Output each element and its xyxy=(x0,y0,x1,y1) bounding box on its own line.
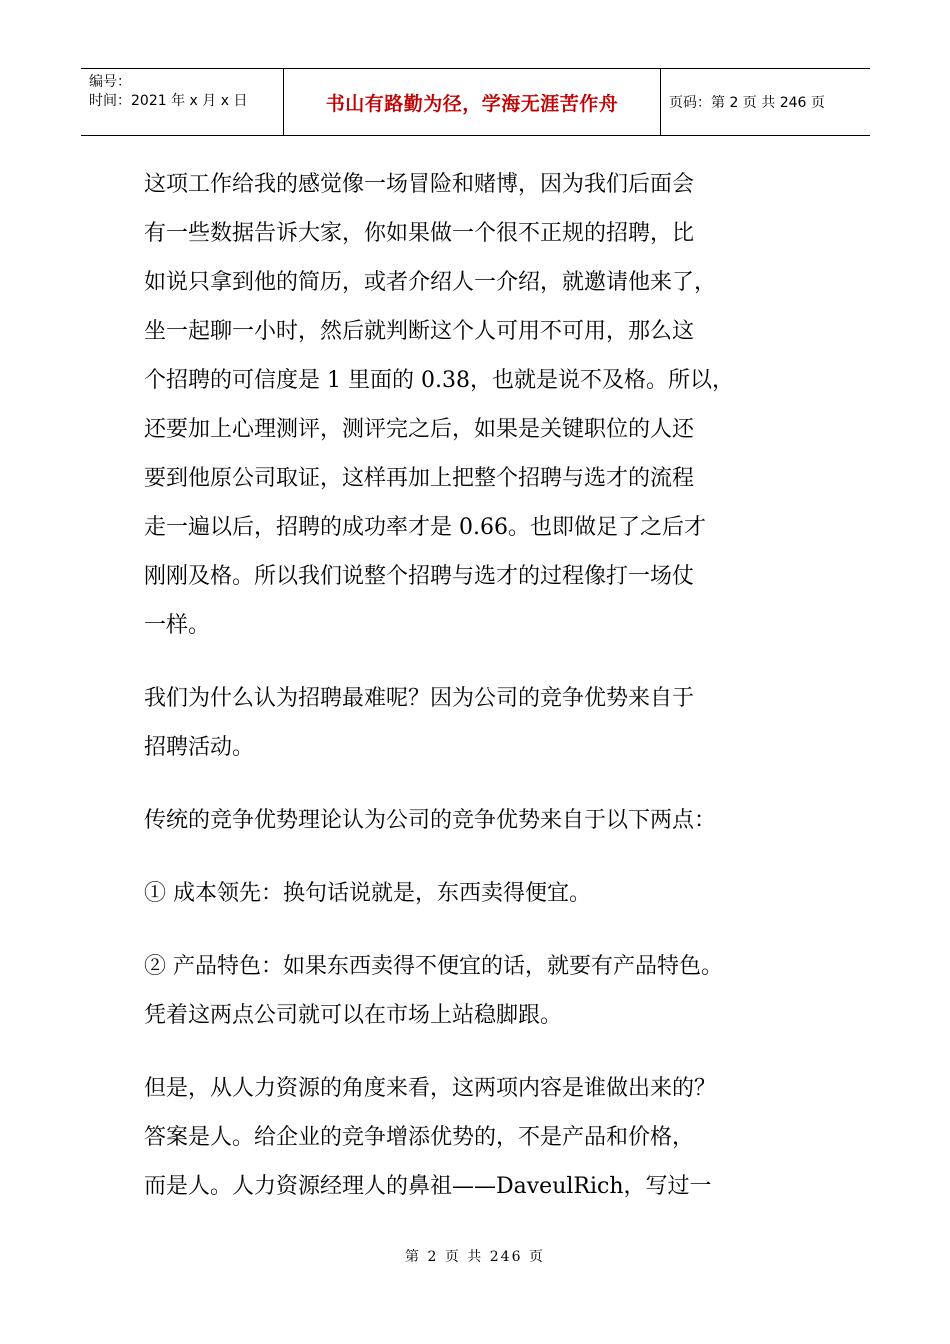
text-line: 而是人。人力资源经理人的鼻祖——DaveulRich，写过一 xyxy=(144,1174,712,1199)
page-number-label: 页码：第 2 页 共 246 页 xyxy=(669,95,825,111)
text-line: ① 成本领先：换句话说就是，东西卖得便宜。 xyxy=(144,881,591,906)
text-line: 刚刚及格。所以我们说整个招聘与选才的过程像打一场仗 xyxy=(144,564,695,589)
header-meta-cell xyxy=(81,69,284,135)
text-line: 但是，从人力资源的角度来看，这两项内容是谁做出来的？ xyxy=(144,1076,717,1101)
serial-number-label: 编号： xyxy=(89,74,131,90)
text-line: 如说只拿到他的简历，或者介绍人一介绍，就邀请他来了， xyxy=(144,270,717,295)
text-line: 这项工作给我的感觉像一场冒险和赌博，因为我们后面会 xyxy=(144,172,695,197)
list-item xyxy=(144,942,804,1040)
paragraph xyxy=(144,1064,804,1211)
list-item xyxy=(144,869,804,918)
paragraph xyxy=(144,160,804,650)
text-line: 个招聘的可信度是 1 里面的 0.38，也就是说不及格。所以， xyxy=(144,368,734,393)
text-line: 还要加上心理测评，测评完之后，如果是关键职位的人还 xyxy=(144,417,695,442)
text-line: 走一遍以后，招聘的成功率才是 0.66。也即做足了之后才 xyxy=(144,515,706,540)
paragraph xyxy=(144,674,804,772)
text-line: 凭着这两点公司就可以在市场上站稳脚跟。 xyxy=(144,1003,563,1028)
page-footer: 第 2 页 共 246 页 xyxy=(405,1249,545,1265)
text-line: 答案是人。给企业的竞争增添优势的，不是产品和价格， xyxy=(144,1125,695,1150)
text-line: ② 产品特色：如果东西卖得不便宜的话，就要有产品特色。 xyxy=(144,954,723,979)
text-line: 要到他原公司取证，这样再加上把整个招聘与选才的流程 xyxy=(144,466,695,491)
motto-text: 书山有路勤为径，学海无涯苦作舟 xyxy=(325,92,619,115)
text-line: 我们为什么认为招聘最难呢？因为公司的竞争优势来自于 xyxy=(144,686,695,711)
header-page-cell xyxy=(665,69,874,135)
document-body xyxy=(144,160,804,1211)
page-header xyxy=(81,68,870,136)
paragraph xyxy=(144,796,804,845)
header-motto-cell xyxy=(284,69,661,135)
text-line: 招聘活动。 xyxy=(144,735,255,760)
text-line: 坐一起聊一小时，然后就判断这个人可用不可用，那么这 xyxy=(144,319,695,344)
text-line: 一样。 xyxy=(144,613,211,638)
text-line: 有一些数据告诉大家，你如果做一个很不正规的招聘，比 xyxy=(144,221,695,246)
text-line: 传统的竞争优势理论认为公司的竞争优势来自于以下两点： xyxy=(144,808,717,833)
date-label: 时间：2021 年 x 月 x 日 xyxy=(89,93,248,109)
